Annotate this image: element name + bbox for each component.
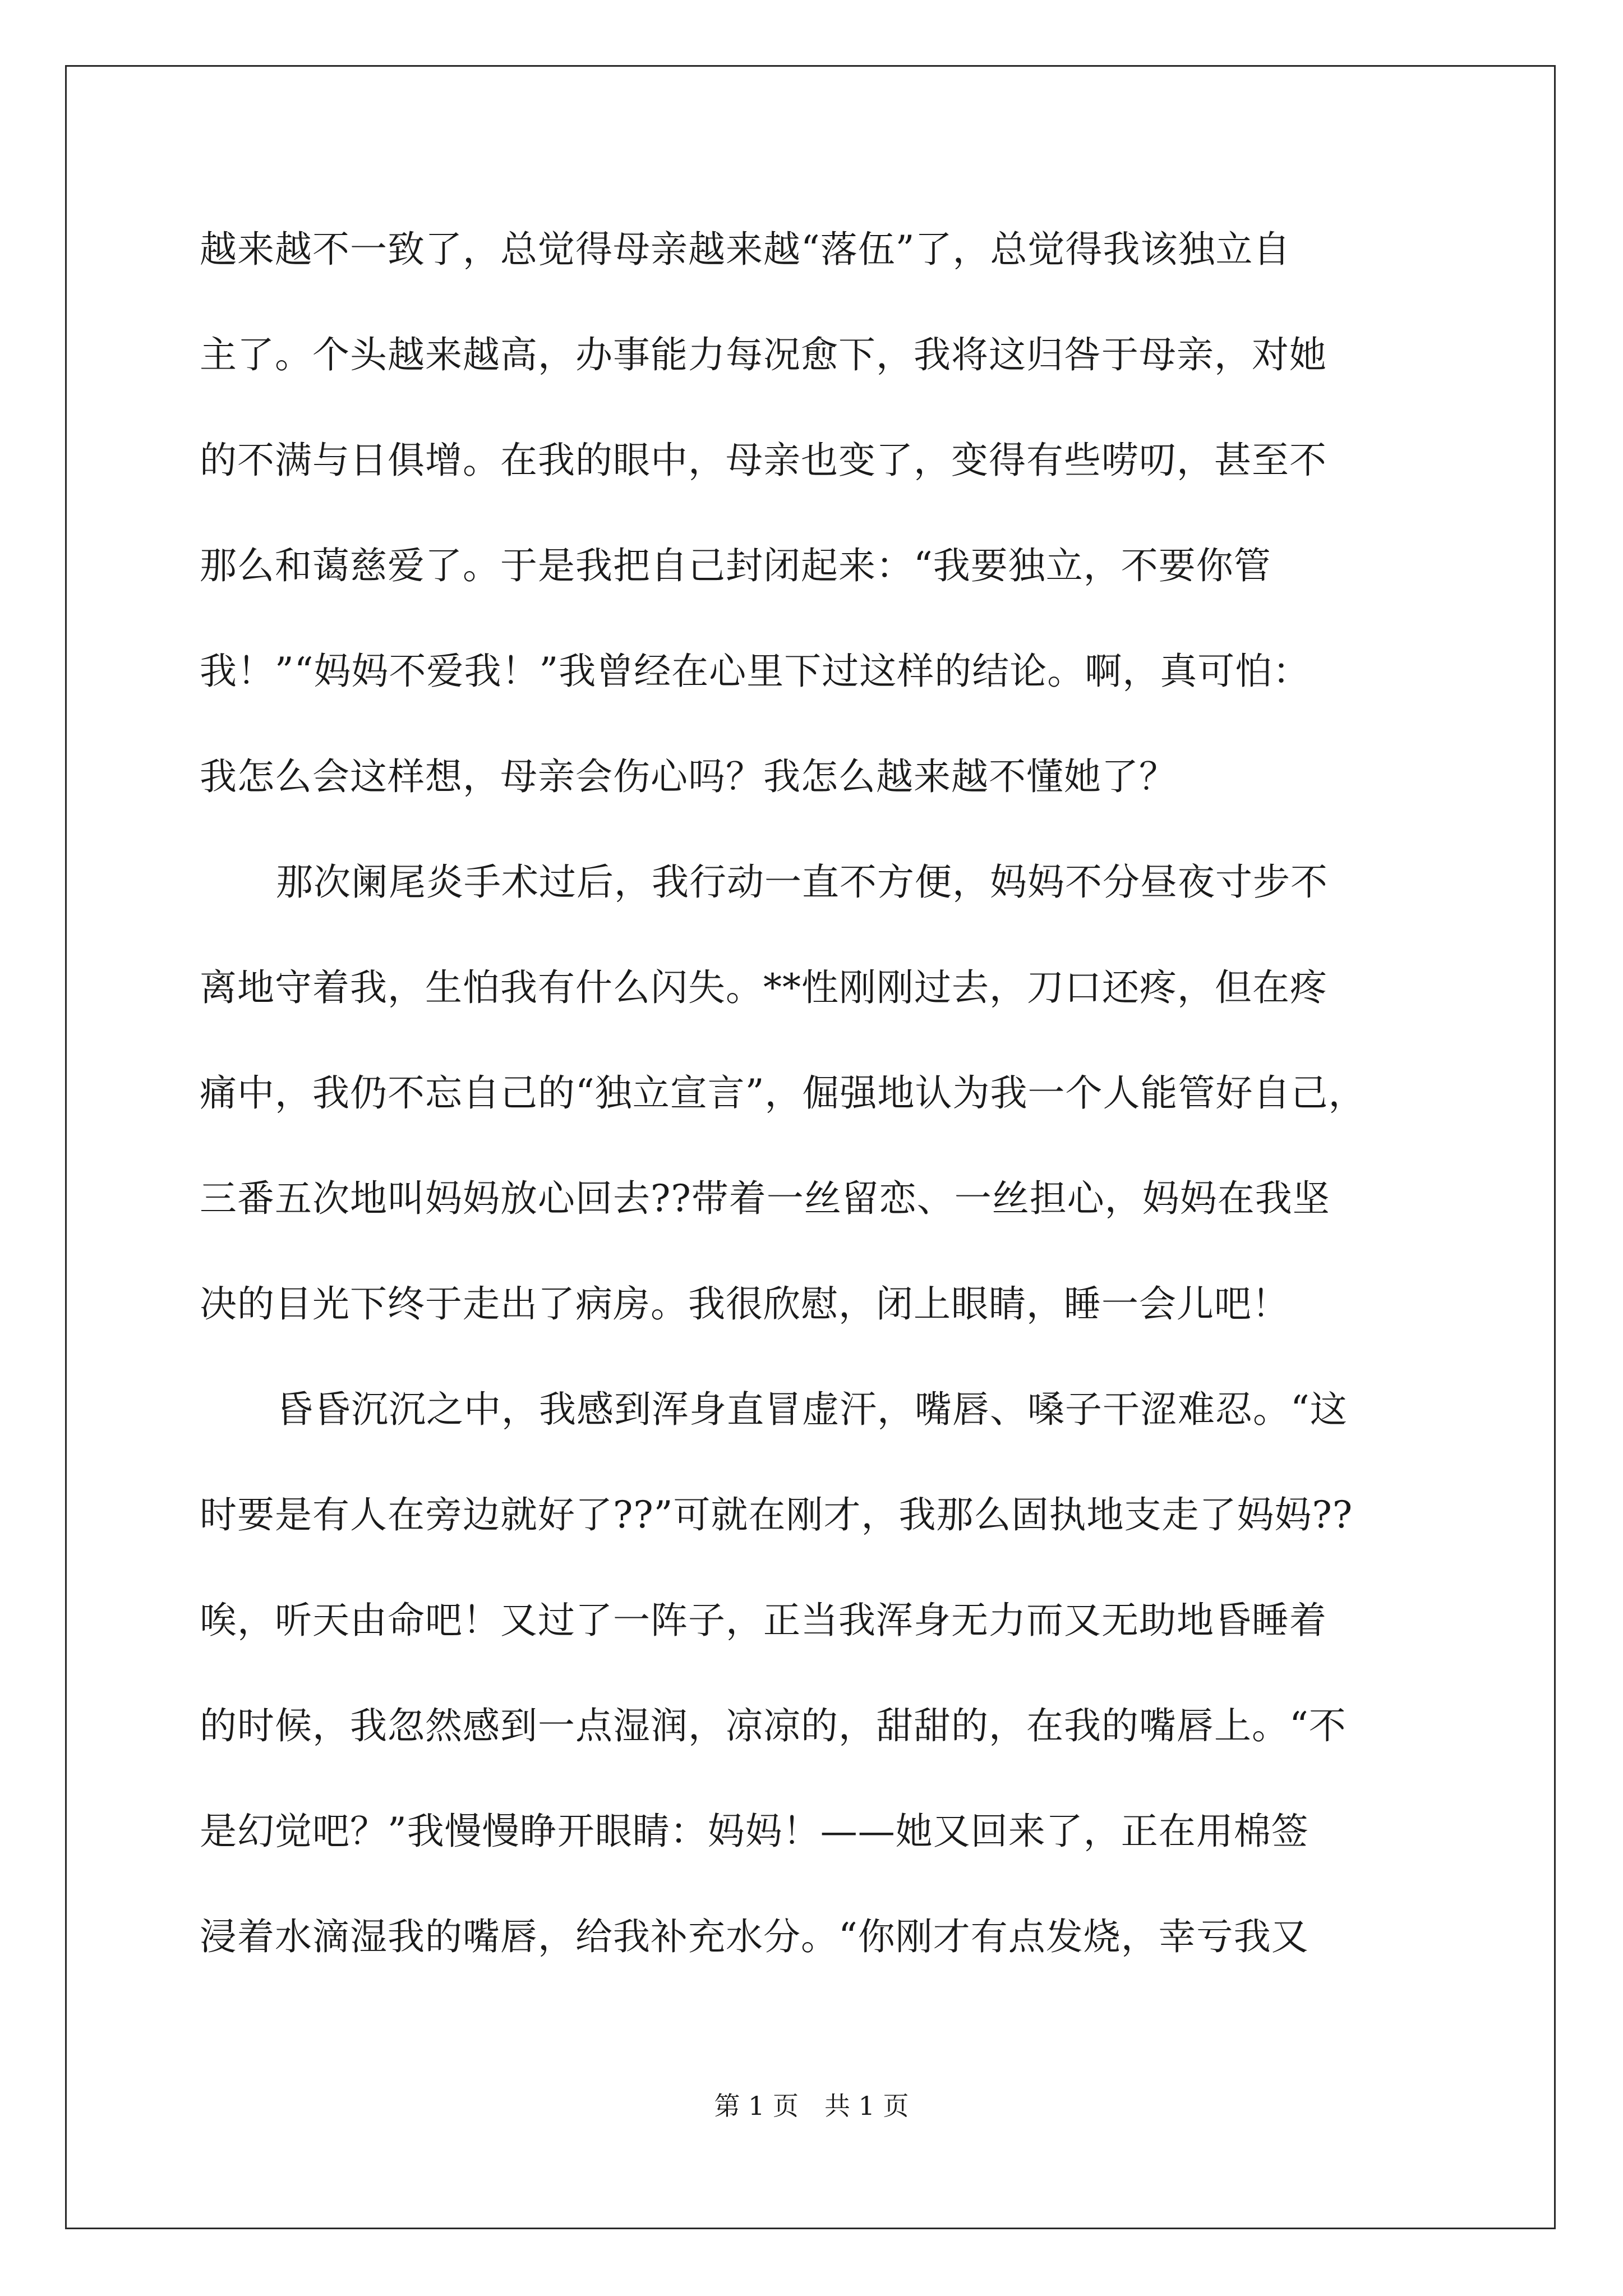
text-line: 浸着水滴湿我的嘴唇，给我补充水分。“你刚才有点发烧，幸亏我又 — [200, 1915, 1309, 1958]
text-line: 的时候，我忽然感到一点湿润，凉凉的，甜甜的，在我的嘴唇上。“不 — [200, 1704, 1347, 1747]
page-total: 共 1 页 — [824, 2091, 909, 2121]
text-line: 是幻觉吧？”我慢慢睁开眼睛：妈妈！——她又回来了，正在用棉签 — [200, 1810, 1309, 1853]
text-line: 那么和蔼慈爱了。于是我把自己封闭起来：“我要独立，不要你管 — [200, 544, 1271, 587]
text-line: 痛中，我仍不忘自己的“独立宣言”，倔强地认为我一个人能管好自己， — [200, 1071, 1366, 1115]
text-line: 三番五次地叫妈妈放心回去??带着一丝留恋、一丝担心，妈妈在我坚 — [200, 1177, 1330, 1220]
text-line: 主了。个头越来越高，办事能力每况愈下，我将这归咎于母亲，对她 — [200, 333, 1327, 376]
text-line: 决的目光下终于走出了病房。我很欣慰，闭上眼睛，睡一会儿吧！ — [200, 1282, 1289, 1326]
text-line: 我！”“妈妈不爱我！”我曾经在心里下过这样的结论。啊，真可怕： — [200, 650, 1311, 693]
page-number: 第 1 页 — [714, 2091, 799, 2121]
page-footer — [0, 2086, 1623, 2123]
text-line: 的不满与日俱增。在我的眼中，母亲也变了，变得有些唠叨，甚至不 — [200, 439, 1327, 482]
text-line: 唉，听天由命吧！又过了一阵子，正当我浑身无力而又无助地昏睡着 — [200, 1599, 1327, 1642]
document-body — [200, 214, 1456, 2007]
text-line: 离地守着我，生怕我有什么闪失。**性刚刚过去，刀口还疼，但在疼 — [200, 966, 1327, 1009]
text-line: 时要是有人在旁边就好了??”可就在刚才，我那么固执地支走了妈妈?? — [200, 1493, 1353, 1536]
paragraph-first-line: 昏昏沉沉之中，我感到浑身直冒虚汗，嘴唇、嗓子干涩难忍。“这 — [276, 1388, 1348, 1431]
text-line: 越来越不一致了，总觉得母亲越来越“落伍”了，总觉得我该独立自 — [200, 228, 1291, 271]
text-line: 我怎么会这样想，母亲会伤心吗？我怎么越来越不懂她了？ — [200, 755, 1177, 798]
paragraph-first-line: 那次阑尾炎手术过后，我行动一直不方便，妈妈不分昼夜寸步不 — [276, 861, 1328, 904]
